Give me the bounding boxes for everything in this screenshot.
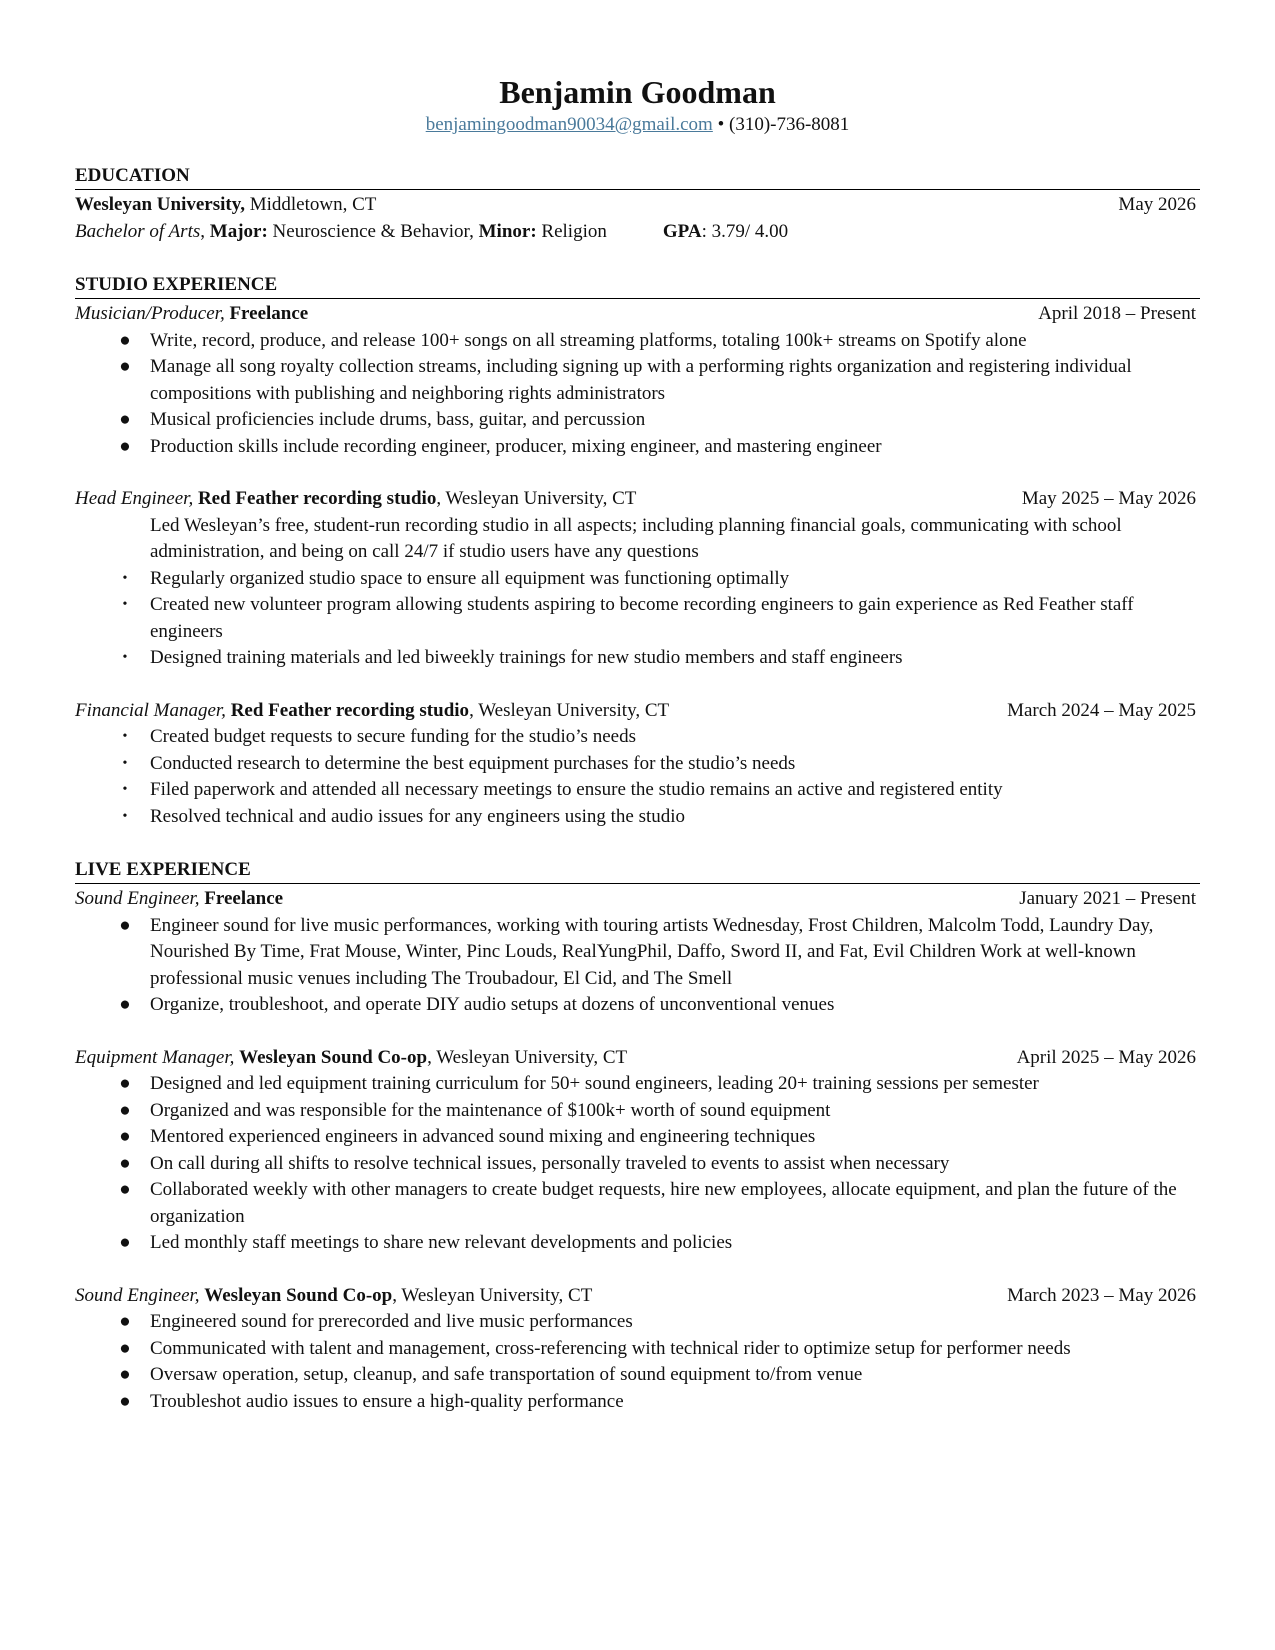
job-date: April 2018 – Present	[1038, 303, 1196, 324]
bullet-glyph: ●	[119, 1152, 131, 1174]
bullet-item	[75, 992, 1200, 1019]
bullet-glyph: •	[122, 597, 128, 612]
job-org: Red Feather recording studio	[197, 488, 437, 509]
bullet-text: Filed paperwork and attended all necessary meetings to ensure the studio remains an active and registered entity	[150, 779, 1003, 800]
section-heading-live: LIVE EXPERIENCE	[75, 858, 1200, 884]
bullet-text: Organized and was responsible for the maintenance of $100k+ worth of sound equipment	[150, 1099, 831, 1121]
phone-number: (310)-736-8081	[729, 114, 850, 135]
bullet-item	[75, 751, 1200, 778]
job-date: April 2025 – May 2026	[1016, 1046, 1196, 1068]
resume-name: Benjamin Goodman	[499, 74, 776, 110]
job-bullets	[75, 913, 1200, 1019]
bullet-item	[75, 1389, 1200, 1416]
bullet-text: Manage all song royalty collection streams, including signing up with a performing rights organization and registering individual compositions with publishing and neighboring rights administrators	[150, 356, 1132, 404]
bullet-glyph: •	[122, 808, 128, 824]
gpa-label: GPA	[662, 220, 702, 242]
job-header	[75, 486, 1200, 513]
job-entry	[75, 1283, 1200, 1416]
job-role: Financial Manager,	[75, 699, 226, 721]
bullet-glyph: ●	[119, 1311, 131, 1332]
bullet-glyph: ●	[119, 1179, 131, 1200]
job-bullets	[75, 328, 1200, 461]
major-label: Major:	[209, 220, 268, 242]
bullet-text: Musical proficiencies include drums, bass, guitar, and percussion	[150, 409, 646, 430]
bullet-item	[75, 724, 1200, 751]
bullet-text: Mentored experienced engineers in advanced sound mixing and engineering techniques	[150, 1126, 816, 1147]
job-role: Musician/Producer,	[75, 303, 225, 324]
education-school-row	[75, 192, 1200, 219]
school-name: Wesleyan University,	[75, 194, 245, 215]
bullet-glyph: ●	[119, 329, 131, 351]
bullet-text: Resolved technical and audio issues for any engineers using the studio	[150, 805, 686, 827]
job-header	[75, 698, 1200, 725]
degree: Bachelor of Arts	[75, 220, 201, 242]
bullet-item	[75, 1098, 1200, 1125]
major: Neuroscience & Behavior,	[267, 220, 479, 242]
bullet-item	[75, 566, 1200, 593]
job-entry	[75, 1045, 1200, 1257]
bullet-text: Troubleshot audio issues to ensure a high-quality performance	[150, 1390, 624, 1412]
job-place: , Wesleyan University, CT	[436, 488, 637, 509]
bullet-text: Designed training materials and led biweekly trainings for new studio members and staff engineers	[150, 647, 903, 668]
bullet-text: Production skills include recording engineer, producer, mixing engineer, and mastering engineer	[150, 435, 882, 457]
contact-line	[75, 112, 1200, 138]
bullet-text: Created new volunteer program allowing students aspiring to become recording engineers to gain experience as Red Feather staff engineers	[150, 594, 1134, 642]
bullet-item	[75, 645, 1200, 672]
section-heading-studio: STUDIO EXPERIENCE	[75, 273, 1200, 299]
bullet-text: Led monthly staff meetings to share new relevant developments and policies	[150, 1232, 733, 1253]
bullet-item	[75, 913, 1200, 993]
job-org: Freelance	[229, 303, 309, 324]
bullet-glyph: ●	[119, 914, 131, 936]
bullet-item	[75, 592, 1200, 645]
job-place: , Wesleyan University, CT	[427, 1046, 628, 1068]
bullet-glyph: •	[122, 650, 128, 665]
job-role: Sound Engineer,	[75, 888, 200, 909]
bullet-item	[75, 1362, 1200, 1389]
job-entry	[75, 698, 1200, 831]
bullet-glyph: ●	[119, 1364, 131, 1385]
bullet-glyph: ●	[119, 1073, 131, 1094]
job-org: Wesleyan Sound Co-op	[239, 1046, 428, 1068]
bullet-item	[75, 1309, 1200, 1336]
bullet-text: Designed and led equipment training curriculum for 50+ sound engineers, leading 20+ training sessions per semester	[150, 1073, 1039, 1094]
bullet-glyph: ●	[119, 1337, 131, 1359]
bullet-text: Write, record, produce, and release 100+ songs on all streaming platforms, totaling 100k+ streams on Spotify alone	[150, 329, 1027, 351]
bullet-glyph: ●	[119, 1232, 131, 1253]
bullet-glyph: •	[122, 755, 128, 771]
section-heading-education: EDUCATION	[75, 164, 1200, 190]
job-role: Sound Engineer,	[75, 1284, 200, 1306]
bullet-item	[75, 434, 1200, 461]
job-org: Wesleyan Sound Co-op	[204, 1284, 393, 1306]
minor: Religion	[536, 220, 607, 242]
bullet-text: Created budget requests to secure funding for the studio’s needs	[150, 726, 636, 747]
job-place: , Wesleyan University, CT	[469, 699, 670, 721]
bullet-text: Communicated with talent and management, cross-referencing with technical rider to optimize setup for performer needs	[150, 1337, 1071, 1359]
job-entry	[75, 301, 1200, 460]
bullet-item	[75, 804, 1200, 831]
bullet-text: Regularly organized studio space to ensure all equipment was functioning optimally	[150, 567, 790, 589]
education-section	[75, 164, 1200, 245]
job-header	[75, 1283, 1200, 1310]
bullet-item	[75, 1177, 1200, 1230]
job-bullets	[75, 566, 1200, 672]
job-date: January 2021 – Present	[1019, 888, 1196, 909]
job-date: May 2025 – May 2026	[1021, 488, 1196, 509]
job-org: Red Feather recording studio	[230, 699, 470, 721]
education-degree-row	[75, 219, 1200, 246]
job-entry	[75, 486, 1200, 672]
bullet-glyph: ●	[119, 1099, 131, 1121]
contact-separator: •	[712, 114, 729, 135]
email-link[interactable]: benjamingoodman90034@gmail.com	[425, 114, 713, 135]
bullet-item	[75, 328, 1200, 355]
job-org: Freelance	[204, 888, 284, 909]
bullet-text: Organize, troubleshoot, and operate DIY audio setups at dozens of unconventional venues	[150, 994, 835, 1015]
bullet-text: Collaborated weekly with other managers to create budget requests, hire new employees, allocate equipment, and plan the future of the organization	[150, 1179, 1177, 1227]
bullet-glyph: •	[122, 729, 128, 744]
bullet-item	[75, 1230, 1200, 1257]
bullet-text: On call during all shifts to resolve technical issues, personally traveled to events to assist when necessary	[150, 1152, 950, 1174]
bullet-text: Engineer sound for live music performances, working with touring artists Wednesday, Frost Children, Malcolm Todd, Laundry Day, Nourished By Time, Frat Mouse, Winter, Pinc Louds, RealYungPhil, Daffo, Sword II, and Fat, Evil Children Work at well-known professional music venues including The Troubadour, El Cid, and The Smell	[150, 914, 1154, 989]
bullet-item	[75, 354, 1200, 407]
bullet-text: Engineered sound for prerecorded and live music performances	[150, 1311, 633, 1332]
job-role: Equipment Manager,	[75, 1046, 235, 1068]
school-location: Middletown, CT	[244, 194, 377, 215]
bullet-glyph: ●	[119, 356, 131, 377]
job-date: March 2023 – May 2026	[1007, 1284, 1196, 1306]
bullet-text: Oversaw operation, setup, cleanup, and safe transportation of sound equipment to/from venue	[150, 1364, 863, 1385]
bullet-glyph: ●	[119, 994, 131, 1015]
bullet-text: Conducted research to determine the best equipment purchases for the studio’s needs	[150, 752, 796, 774]
job-header	[75, 301, 1200, 328]
bullet-item	[75, 1124, 1200, 1151]
bullet-glyph: ●	[119, 1126, 131, 1147]
bullet-glyph: •	[122, 782, 128, 797]
job-bullets	[75, 1071, 1200, 1257]
bullet-item	[75, 777, 1200, 804]
bullet-glyph: •	[122, 570, 128, 586]
job-bullets	[75, 1309, 1200, 1415]
bullet-item	[75, 407, 1200, 434]
bullet-item	[75, 1071, 1200, 1098]
studio-experience-section	[75, 273, 1200, 830]
job-date: March 2024 – May 2025	[1007, 699, 1196, 721]
job-header	[75, 1045, 1200, 1072]
job-bullets	[75, 724, 1200, 830]
job-entry	[75, 886, 1200, 1019]
bullet-glyph: ●	[119, 435, 131, 457]
job-role: Head Engineer,	[75, 488, 194, 509]
bullet-glyph: ●	[119, 1390, 131, 1412]
bullet-glyph: ●	[119, 409, 131, 430]
bullet-item	[75, 1151, 1200, 1178]
live-experience-section	[75, 858, 1200, 1415]
degree-comma: ,	[200, 220, 210, 242]
bullet-item	[75, 1336, 1200, 1363]
job-header	[75, 886, 1200, 913]
minor-label: Minor:	[478, 220, 537, 242]
education-date: May 2026	[1118, 194, 1196, 215]
gpa-value: : 3.79/ 4.00	[701, 220, 789, 242]
job-place: , Wesleyan University, CT	[392, 1284, 593, 1306]
job-intro: Led Wesleyan’s free, student-run recording studio in all aspects; including planning financial goals, communicating with school administration, and being on call 24/7 if studio users have any questions	[150, 514, 1122, 562]
